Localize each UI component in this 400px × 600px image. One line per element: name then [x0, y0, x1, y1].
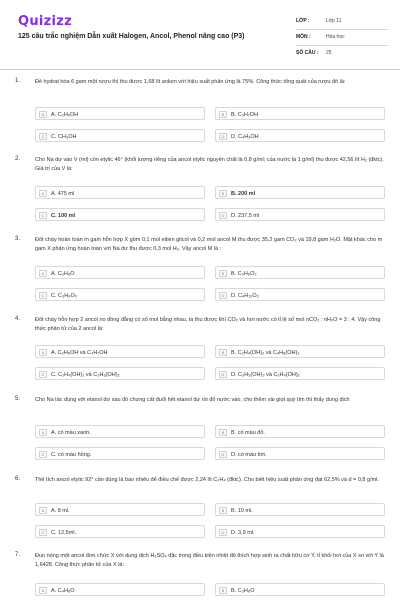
- option-letter: D: [219, 133, 227, 140]
- option-text: A. C₂H₅OH: [51, 111, 79, 118]
- option-text: B. C₃H₈O: [231, 587, 255, 594]
- option-letter: C: [39, 451, 47, 458]
- option-b[interactable]: [215, 186, 385, 199]
- option-text: B. C₃H₇OH: [231, 111, 259, 118]
- option-letter: A: [39, 429, 47, 436]
- option-text: D. C₄H₉OH: [231, 133, 259, 140]
- option-letter: C: [39, 529, 47, 536]
- option-letter: A: [39, 507, 47, 514]
- option-letter: B: [219, 270, 227, 277]
- option-letter: C: [39, 133, 47, 140]
- option-a[interactable]: [35, 583, 205, 596]
- option-letter: D: [219, 371, 227, 378]
- option-a[interactable]: [35, 503, 205, 516]
- option-c[interactable]: [35, 525, 205, 538]
- question-number: 4.: [15, 316, 21, 322]
- question-text: Thể tích ancol etylic 92° cần dùng là bao nhiêu để điều chế được 2,24 lít C₂H₄ (đktc). Cho biết hiệu suất phản ứng đạt 62,5% và d = 0,8 g/ml.: [35, 477, 379, 483]
- quizizz-logo: Quizizz: [18, 14, 73, 29]
- option-text: B. 200 ml: [231, 190, 256, 197]
- option-letter: D: [219, 292, 227, 299]
- option-letter: B: [219, 429, 227, 436]
- meta-label: LỚP :: [296, 18, 310, 24]
- meta-row-class: [296, 14, 388, 30]
- question-number: 1.: [15, 78, 21, 84]
- option-c[interactable]: [35, 367, 205, 380]
- option-b[interactable]: [215, 107, 385, 120]
- page-header: [0, 0, 400, 70]
- question-number: 2.: [15, 156, 21, 162]
- option-b[interactable]: [215, 503, 385, 516]
- option-letter: A: [39, 190, 47, 197]
- question-text: Cho Na dư vào V (ml) cồn etylic 46° (khối lượng riêng của ancol etylic nguyên chất là 0,8 g/ml; của nước là 1 g/ml) thu được 42,56 lít H₂ (đktc). Giá trị của V là:: [35, 157, 384, 172]
- option-text: C. C₃H₈O₃: [51, 292, 78, 299]
- option-d[interactable]: [215, 447, 385, 460]
- meta-value: Lớp 11: [326, 18, 342, 24]
- option-letter: D: [219, 212, 227, 219]
- option-text: D. C₄H₁₀O₂: [231, 292, 259, 299]
- option-b[interactable]: [215, 345, 385, 358]
- option-letter: B: [219, 587, 227, 594]
- option-b[interactable]: [215, 425, 385, 438]
- question-number: 5.: [15, 396, 21, 402]
- meta-label: MÔN :: [296, 34, 311, 40]
- header-divider: [0, 69, 400, 70]
- option-text: A. có màu xanh.: [51, 429, 91, 436]
- option-letter: A: [39, 111, 47, 118]
- option-text: D. C₃H₅(OH)₃ và C₂H₄(OH)₂: [231, 371, 300, 378]
- question-number: 3.: [15, 236, 21, 242]
- meta-row-subject: [296, 30, 388, 46]
- option-letter: B: [219, 111, 227, 118]
- option-letter: B: [219, 507, 227, 514]
- option-letter: A: [39, 587, 47, 594]
- option-text: C. 12,5ml.: [51, 529, 77, 536]
- question-number: 7.: [15, 552, 21, 558]
- option-d[interactable]: [215, 208, 385, 221]
- option-a[interactable]: [35, 107, 205, 120]
- option-text: A. 475 ml: [51, 190, 75, 197]
- option-a[interactable]: [35, 266, 205, 279]
- option-text: D. 237,5 ml: [231, 212, 260, 219]
- option-text: B. có màu đỏ.: [231, 429, 265, 436]
- option-b[interactable]: [215, 266, 385, 279]
- option-text: A. C₃H₈O: [51, 270, 75, 277]
- option-text: D. có màu tím.: [231, 451, 267, 458]
- option-text: C. 100 ml: [51, 212, 76, 219]
- option-letter: A: [39, 270, 47, 277]
- option-letter: B: [219, 190, 227, 197]
- option-text: B. C₂H₄(OH)₂ và C₄H₈(OH)₂: [231, 349, 300, 356]
- option-letter: A: [39, 349, 47, 356]
- question-text: Đốt cháy hỗn hợp 2 ancol no đồng đẳng có số mol bằng nhau, ta thu được khí CO₂ và hơi nước có tỉ lệ số mol nCO₂ : nH₂O = 3 : 4. Vậy công thức phân tử của 2 ancol là:: [35, 317, 381, 332]
- option-text: D. 3,9 ml.: [231, 529, 255, 536]
- option-b[interactable]: [215, 583, 385, 596]
- meta-row-question-count: [296, 46, 388, 62]
- option-letter: C: [39, 292, 47, 299]
- page-title: 125 câu trắc nghiệm Dẫn xuất Halogen, Ancol, Phenol nâng cao (P3): [18, 33, 245, 40]
- option-letter: D: [219, 529, 227, 536]
- option-d[interactable]: [215, 129, 385, 142]
- option-c[interactable]: [35, 129, 205, 142]
- option-text: A. C₄H₈O: [51, 587, 75, 594]
- option-text: B. C₃H₈O₂: [231, 270, 257, 277]
- question-text: Đun nóng một ancol đơn chức X với dung dịch H₂SO₄ đặc trong điều kiện nhiệt độ thích hợp sinh ra chất hữu cơ Y, tỉ khối hơi của X so với Y là 1,6428. Công thức phân tử của X là:: [35, 553, 384, 568]
- option-a[interactable]: [35, 425, 205, 438]
- question-text: Cho Na tác dụng với etanol dư sau đó chưng cất đuổi hết etanol dư rồi đổ nước vào, cho thêm vài giọt quỳ tím thì thấy dung dịch: [35, 397, 350, 403]
- option-letter: D: [219, 451, 227, 458]
- option-text: C. CH₃OH: [51, 133, 77, 140]
- option-d[interactable]: [215, 525, 385, 538]
- option-text: C. có màu hồng.: [51, 451, 92, 458]
- option-text: A. C₂H₅OH và C₃H₇OH: [51, 349, 108, 356]
- question-text: Đốt cháy hoàn toàn m gam hỗn hợp X gồm 0,1 mol etilen glicol và 0,2 mol ancol M thu được 35,2 gam CO₂ và 19,8 gam H₂O. Mặt khác cho m gam X phản ứng hoàn toàn với Na dư thu được 0,3 mol H₂. Vậy ancol M là :: [35, 237, 383, 252]
- option-text: A. 8 ml.: [51, 507, 70, 514]
- option-c[interactable]: [35, 447, 205, 460]
- option-text: C. C₂H₄(OH)₂ và C₃H₆(OH)₂: [51, 371, 120, 378]
- meta-label: SỐ CÂU :: [296, 50, 319, 56]
- meta-value: Hóa học: [326, 34, 345, 40]
- option-d[interactable]: [215, 288, 385, 301]
- meta-table: [296, 14, 388, 62]
- question-text: Đề hydrat hóa 6 gam một rượu thì thu được 1,68 lít anken với hiệu suất phản ứng là 75%. Công thức tổng quát của rượu đó là:: [35, 79, 346, 85]
- option-text: B. 10 ml.: [231, 507, 253, 514]
- option-letter: B: [219, 349, 227, 356]
- option-letter: C: [39, 212, 47, 219]
- option-a[interactable]: [35, 345, 205, 358]
- option-d[interactable]: [215, 367, 385, 380]
- option-c[interactable]: [35, 208, 205, 221]
- option-a[interactable]: [35, 186, 205, 199]
- option-c[interactable]: [35, 288, 205, 301]
- meta-value: 25: [326, 50, 332, 56]
- question-number: 6.: [15, 476, 21, 482]
- option-letter: C: [39, 371, 47, 378]
